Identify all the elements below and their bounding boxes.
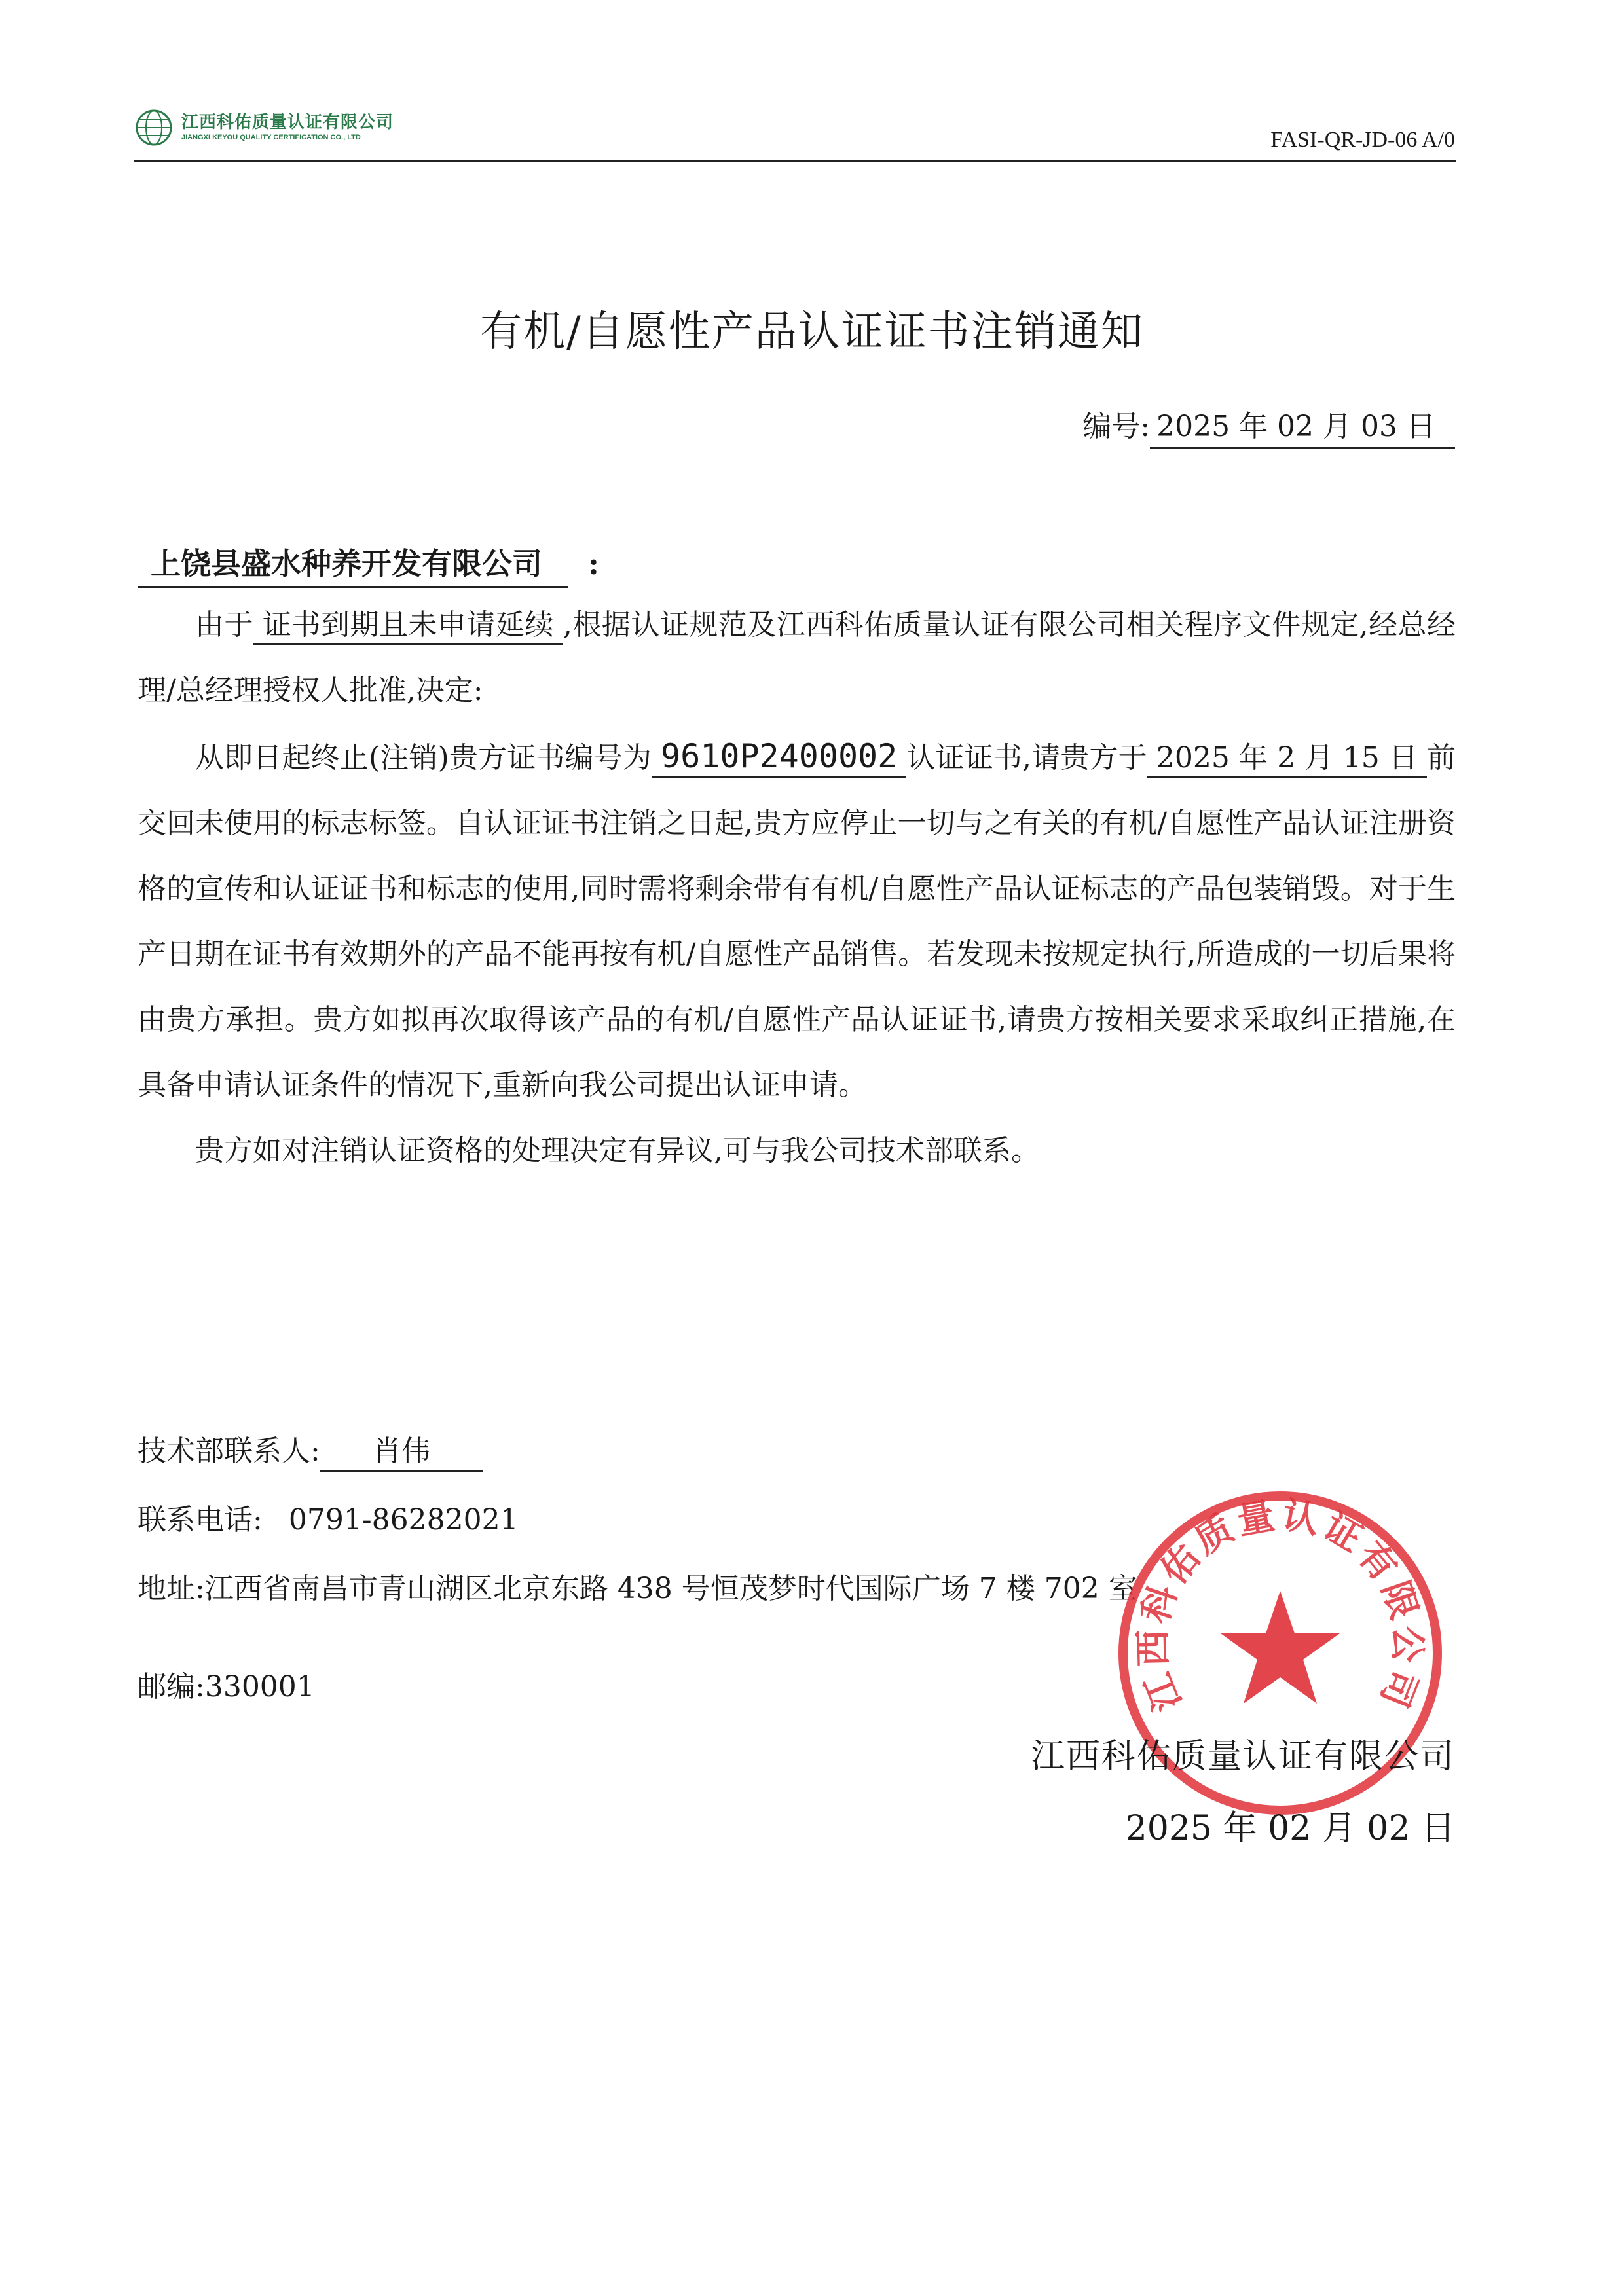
recipient (138, 540, 599, 588)
contact-address-label: 地址: (138, 1572, 205, 1605)
contact-phone: 0791-86282021 (288, 1503, 519, 1537)
seal-star-icon (1221, 1591, 1340, 1704)
recipient-name: 上饶县盛水种养开发有限公司 (138, 540, 568, 588)
contact-phone-line (138, 1496, 519, 1538)
p1-suffix: ,根据认证规范及江西科佑质量认证有限公司相关程序文件规定,经总经理/总经理授权人批准,决定: (138, 608, 1456, 707)
contact-person-label: 技术部联系人: (138, 1434, 320, 1468)
contact-person-line (138, 1427, 483, 1469)
header-divider (134, 160, 1456, 162)
notice-body (138, 592, 1456, 1184)
paragraph-decision (138, 723, 1456, 1118)
paragraph-reason (138, 592, 1456, 723)
recipient-colon: : (588, 546, 599, 581)
paragraph-objection: 贵方如对注销认证资格的处理决定有异议,可与我公司技术部联系。 (195, 1134, 1040, 1167)
seal-text: 江西科佑质量认证有限公司 (1132, 1493, 1429, 1717)
certificate-number: 9610P2400002 (652, 737, 906, 778)
p2-prefix: 从即日起终止(注销)贵方证书编号为 (195, 741, 652, 774)
p2-suffix: 前交回未使用的标志标签。自认证证书注销之日起,贵方应停止一切与之有关的有机/自愿性产品认证注册资格的宣传和认证证书和标志的使用,同时需将剩余带有有机/自愿性产品认证标志的产品包装销毁。对于生产日期在证书有效期外的产品不能再按有机/自愿性产品销售。若发现未按规定执行,所造成的一切后果将由贵方承担。贵方如拟再次取得该产品的有机/自愿性产品认证证书,请贵方按相关要求采取纠正措施,在具备申请认证条件的情况下,重新向我公司提出认证申请。 (138, 741, 1456, 1102)
logo-company-en: JIANGXI KEYOU QUALITY CERTIFICATION CO., LTD (181, 134, 361, 141)
p1-prefix: 由于 (195, 608, 253, 642)
document-code: FASI-QR-JD-06 A/0 (1270, 128, 1455, 152)
number-label: 编号: (1082, 410, 1151, 443)
cancellation-reason: 证书到期且未申请延续 (253, 608, 563, 645)
number-line (1082, 403, 1455, 449)
company-logo (134, 105, 429, 151)
signature-date: 2025 年 02 月 02 日 (1125, 1809, 1455, 1848)
contact-postcode-line (138, 1663, 315, 1705)
signature-company: 江西科佑质量认证有限公司 (1030, 1737, 1455, 1776)
number-value: 2025 年 02 月 03 日 (1150, 403, 1455, 449)
p2-mid: 认证证书,请贵方于 (906, 741, 1147, 774)
return-deadline: 2025 年 2 月 15 日 (1147, 741, 1427, 778)
contact-postcode-label: 邮编: (138, 1670, 205, 1704)
contact-address: 江西省南昌市青山湖区北京东路 438 号恒茂梦时代国际广场 7 楼 702 室 (204, 1572, 1137, 1605)
page-title: 有机/自愿性产品认证证书注销通知 (480, 308, 1144, 356)
logo-company-cn: 江西科佑质量认证有限公司 (181, 113, 394, 132)
contact-postcode: 330001 (204, 1670, 315, 1704)
globe-logo-icon (134, 108, 174, 147)
contact-address-line (138, 1565, 1137, 1607)
contact-person: 肖伟 (320, 1434, 483, 1472)
contact-phone-label: 联系电话: (138, 1503, 263, 1537)
